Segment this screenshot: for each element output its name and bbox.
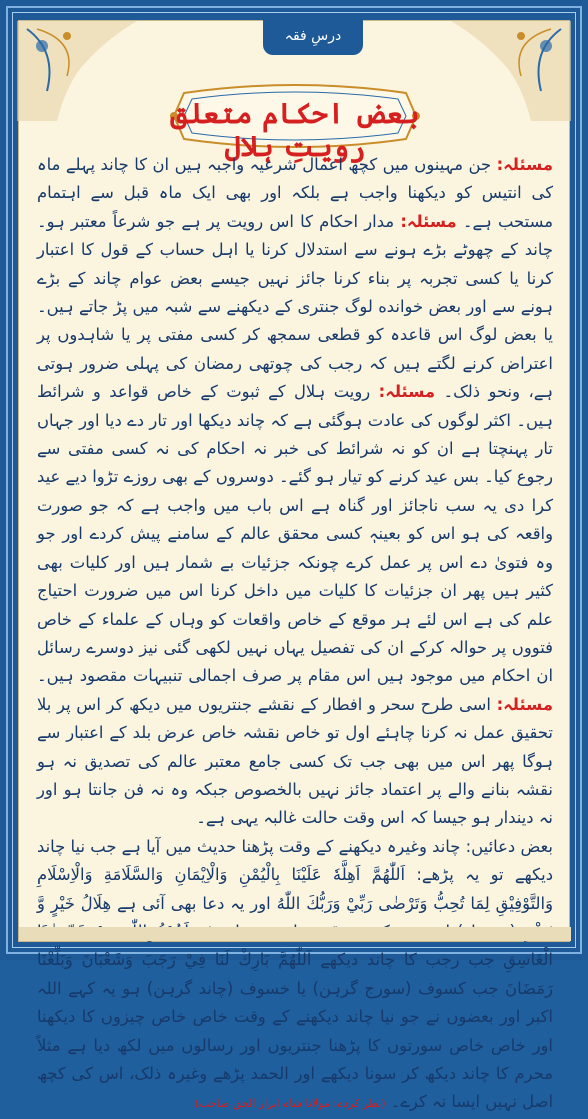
body-text-run: جن مہینوں میں کچھ اعمال شرعیہ واجبہ ہیں ان کا چاند پہلے ماہ کی انتیس کو دیکھنا واجب ہے بلکہ اور بھی ایک ماہ قبل سے اہتمام مستحب ہے۔ [37, 155, 553, 231]
dua-text: الْغَاسِقِ [503, 950, 553, 970]
dua-text: اَللّٰهُمَّ اَهِلَّهٗ عَلَيْنَا بِالْيُمْنِ وَالْاِيْمَانِ وَالسَّلَامَةِ وَالْاِسْلَامِ وَالتَّوْفِيْقِ لِمَا تُحِبُّ وَتَرْضٰى رَبِّيْ وَرَبُّكَ اللّٰهُ [37, 865, 553, 913]
body-text-run: مدار احکام کا اس رویت پر ہے جو شرعاً معتبر ہو۔ چاند کے چھوٹے بڑے ہونے سے استدلال کرنا یا اہل حساب کے قول کا اعتبار کرنا یا کسی تجربہ پر بناء کرنا جائز نہیں جیسے بعض عوام چاند کے بڑے ہونے سے اور بعض خوانده لوگ جنتری کے دیکھنے سے شبہ میں پڑ جاتے ہیں۔ یا بعض لوگ اس قاعدہ کو قطعی سمجھ کر کسی مفتی پر یا شاہدوں پر اعتراض کرنے لگتے ہیں کہ رجب کی چوتھی رمضان کی پہلی ضرور ہوتی ہے، ونحو ذلک۔ [37, 211, 553, 402]
title-banner [164, 81, 426, 163]
bottom-strip [19, 927, 571, 941]
body-text-run: جب کسوف (سورج گرہن) یا خسوف (چاند گرہن) ہو یہ کہے اللہ اکبر اور بعضوں نے جو نیا چاند دیکھنے کے وقت خاص خاص چیزوں کا دیکھنا اور خاص خاص سورتوں کا پڑھنا جنتریوں اور رسالوں میں لکھ دیا ہے مثلاً محرم کا چاند دیکھ کر سونا دیکھے اور الحمد پڑھے وغیرہ ذلک، اس کی کچھ اصل نہیں ایسا نہ کرے۔ [37, 978, 553, 1112]
dua-text: اَللّٰهُمَّ بَارِكْ لَنَا فِيْ رَجَبَ وَشَعْبَانَ وَبَلِّغْنَا رَمَضَانَ [37, 950, 553, 998]
masla-label: مسئلہ: [378, 382, 436, 402]
body-text-run: اور یہ دعا بھی آئی ہے [111, 893, 277, 913]
section-tab: درسِ فقہ [263, 19, 363, 55]
paragraph-duain [37, 833, 553, 1119]
body-text-run: بعض دعائیں: چاند وغیرہ دیکھنے کے وقت پڑھنا حدیث میں آیا ہے جب نیا چاند دیکھے تو یہ پڑھے: [37, 836, 554, 885]
corner-ornament-right-icon [451, 21, 571, 121]
masla-label: مسئلہ: [496, 155, 553, 174]
document-page [18, 20, 570, 1112]
corner-ornament-left-icon [17, 21, 137, 121]
masla-label: مسئلہ: [400, 211, 457, 231]
body-text-run: جب رجب کا چاند دیکھے [311, 950, 504, 970]
dua-text: هِلَالُ خَيْرٍ وَّ [37, 893, 112, 913]
body-text-run: اسی طرح سحر و افطار کے نقشے جنتریوں میں دیکھ کر اس پر بلا تحقیق عمل نہ کرنا چاہئے اول تو خاص نقشہ خاص عرض بلد کے اعتبار سے ہوگا پھر اس میں بھی جب تک کسی جامع معتبر عالم کی تصدیق نہ ہو نقشہ بنانے والے پر اعتماد جائز نہیں بالخصوص جبکہ وہ نہ فن جانتا ہو اور نہ دیندار ہو جیسا کہ اس وقت حالت غالبہ یہی ہے۔ [37, 694, 553, 828]
page-title: بعض احکام متعلق رویتِ ہلال [170, 97, 420, 163]
paragraph-masail [37, 151, 553, 833]
article-body [37, 151, 553, 1119]
masla-label: مسئلہ: [496, 694, 553, 714]
author-credit: (نظر کردہ: مولانا شاہ ابرار الحق صاحب) [194, 1097, 386, 1111]
body-text-run: رویت ہلال کے ثبوت کے خاص قواعد و شرائط ہیں۔ اکثر لوگوں کی عادت ہوگئی ہے کہ چاند دیکھا اور تار دے دیا اور جہاں تار پہنچتا ہے ان کو نہ شرائط کی خبر نہ احکام کی نہ کسی مفتی سے رجوع کیا۔ بس عید کرنے کو تیار ہو گئے۔ دوسروں کے بھی روزے تڑوا دیے عید کرا دی یہ سب ناجائز اور گناہ ہے اس باب میں واجب ہے کہ جو صورت واقعہ کی ہو اس کو بعینہٖ کسی محقق عالم کے سامنے پیش کردے اور جو وہ فتویٰ دے اس پر عمل کرے چونکہ جزئیات بے شمار ہیں اور کلیات بھی کثیر ہیں پھر ان جزئیات کا کلیات میں داخل کرنا اس میں ضرورت احتیاج علم کی ہے اس لئے ہر موقع کے خاص واقعات کو وہاں کے علماء کے خاص فتووں پر حوالہ کرکے ان کی تفصیل یہاں نہیں لکھی گئی نیز دوسرے رسائل ان احکام میں موجود ہیں اس مقام پر صرف اجمالی تنبیہات مقصود ہیں۔ [37, 382, 553, 686]
